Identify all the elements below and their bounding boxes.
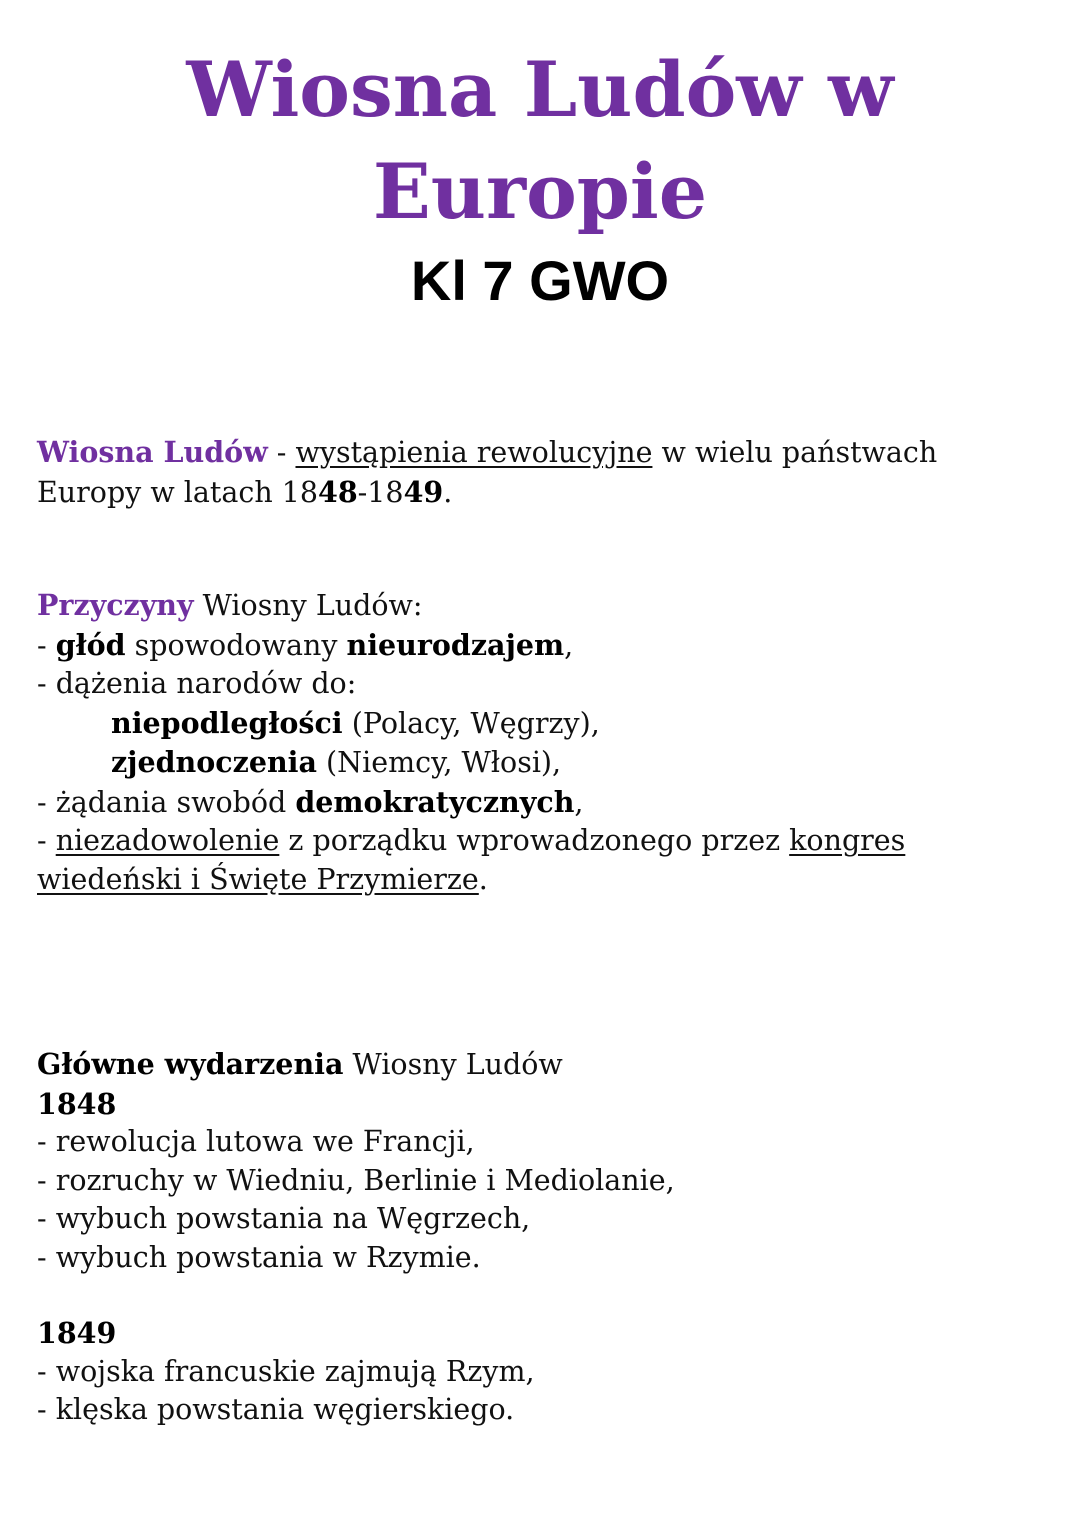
cause-item-2: - dążenia narodów do: <box>37 667 357 700</box>
page-title-line-2: Europie <box>372 147 708 236</box>
definition-rest: w wielu państwach <box>652 436 938 469</box>
cause-item-4-mid: z porządku wprowadzonego przez <box>279 824 790 857</box>
causes-heading-rest: Wiosny Ludów: <box>193 589 423 622</box>
cause-item-4-line-2 <box>37 861 1047 900</box>
cause-subitem-1-rest: (Polacy, Węgrzy), <box>342 706 600 740</box>
event-1848-item: - wybuch powstania na Węgrzech, <box>37 1202 531 1235</box>
definition-section <box>37 433 1047 512</box>
definition-sep: -18 <box>357 475 404 509</box>
definition-dash: - <box>267 436 296 469</box>
cause-item-4-line-1 <box>37 822 1047 861</box>
event-1848-item: - rozruchy w Wiedniu, Berlinie i Mediolanie, <box>37 1163 675 1197</box>
definition-line-1 <box>37 433 1047 473</box>
definition-end: . <box>443 475 453 509</box>
event-1849-item: - klęska powstania węgierskiego. <box>37 1393 515 1426</box>
causes-heading <box>37 586 1047 626</box>
cause-item-4-underlined-1: niezadowolenie <box>55 824 280 857</box>
event-1849-item: - wojska francuskie zajmują Rzym, <box>37 1354 535 1388</box>
events-heading <box>37 1045 1047 1085</box>
cause-item-4-dash: - <box>37 824 56 857</box>
event-1848-item: - wybuch powstania w Rzymie. <box>37 1240 481 1274</box>
cause-item-1 <box>37 626 1047 666</box>
cause-subitem-2 <box>37 743 1047 783</box>
cause-item-4-underlined-2: kongres <box>789 824 906 857</box>
definition-line2-prefix: Europy w latach 18 <box>37 475 318 509</box>
page-title-line-1: Wiosna Ludów w <box>186 45 894 134</box>
cause-subitem-2-bold: zjednoczenia <box>111 745 317 779</box>
cause-subitem-2-rest: (Niemcy, Włosi), <box>316 746 562 779</box>
cause-subitem-1 <box>37 704 1047 744</box>
events-1849-section <box>37 1314 1047 1430</box>
definition-year1: 48 <box>318 474 358 509</box>
cause-item-4-end: . <box>478 862 488 896</box>
cause-item-3 <box>37 783 1047 823</box>
cause-item-3-end: , <box>574 785 584 819</box>
page-subtitle: Kl 7 GWO <box>410 249 670 312</box>
definition-underlined: wystąpienia rewolucyjne <box>295 436 653 469</box>
causes-heading-purple: Przyczyny <box>37 588 194 622</box>
cause-item-3-bold: demokratycznych <box>295 784 575 819</box>
cause-item-1-mid: spowodowany <box>125 628 347 662</box>
cause-item-1-bold2: nieurodzajem <box>346 627 565 662</box>
cause-item-3-text: - żądania swobód <box>37 785 296 819</box>
events-heading-bold: Główne wydarzenia <box>37 1047 344 1081</box>
cause-item-4-underlined-3: wiedeński i Święte Przymierze <box>37 862 479 896</box>
events-heading-rest: Wiosny Ludów <box>343 1048 563 1081</box>
definition-year2: 49 <box>403 474 444 509</box>
events-section <box>37 1045 1047 1277</box>
year-1849-heading: 1849 <box>37 1316 117 1350</box>
definition-term: Wiosna Ludów <box>37 435 268 469</box>
cause-item-1-end: , <box>564 628 574 662</box>
cause-item-1-bold1: głód <box>55 627 126 662</box>
causes-section <box>37 586 1047 899</box>
cause-subitem-1-bold: niepodległości <box>111 705 343 740</box>
definition-line-2 <box>37 473 1047 513</box>
year-1848-heading: 1848 <box>37 1086 117 1121</box>
cause-item-1-dash: - <box>37 628 56 662</box>
event-1848-item: - rewolucja lutowa we Francji, <box>37 1125 475 1158</box>
